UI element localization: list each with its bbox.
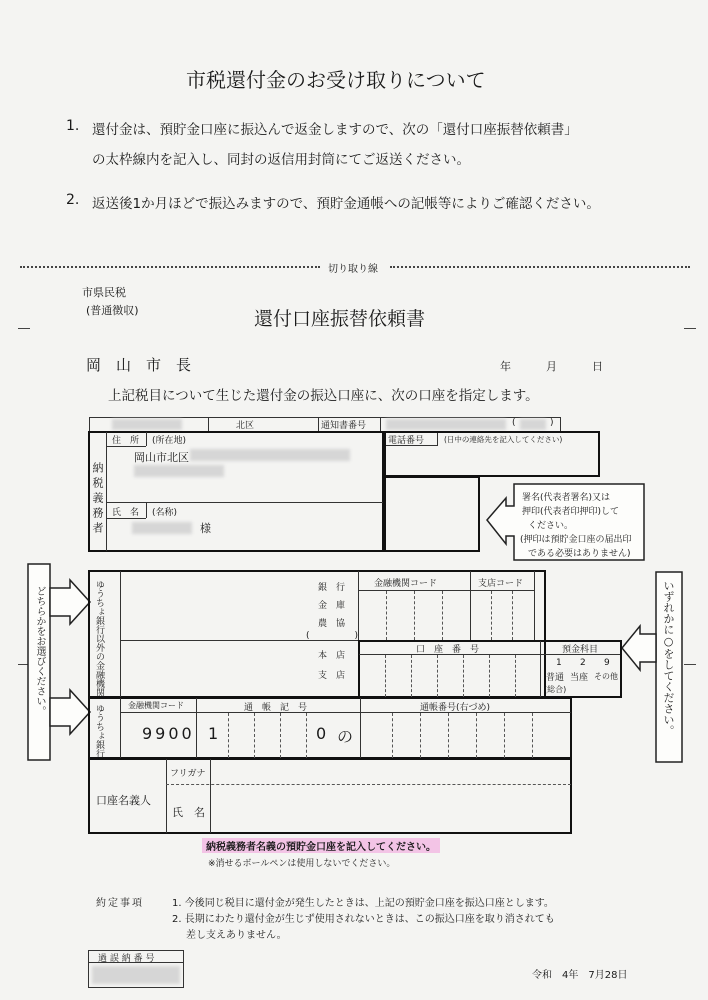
deposit-type-ordinary: 普通 [546, 673, 565, 683]
redacted-overpayment-number [92, 966, 180, 984]
seal-box [384, 476, 480, 552]
notice-item1-line1: 還付金は、預貯金口座に振込んで返金しますので、次の「還付口座振替依頼書」 [92, 122, 578, 138]
sign-note-3: ください。 [528, 521, 574, 531]
cut-line-right [390, 266, 690, 268]
addressee: 岡 山 市 長 [86, 356, 192, 374]
address-hint: (所在地) [152, 436, 187, 446]
agreement-item-2b: 差し支えありません。 [186, 930, 287, 941]
pen-note: ※消せるボールペンは使用しないでください。 [208, 859, 396, 869]
notice-item2-number: 2. [66, 192, 80, 208]
institution-code-label: 金融機関コード [374, 579, 438, 589]
branch-suffix-branch: 支 店 [318, 671, 346, 681]
cut-line-left [20, 266, 320, 268]
ward-label: 北区 [236, 421, 255, 431]
passbook-number-label: 通帳番号(右づめ) [420, 703, 491, 713]
notice-number-paren: ( [512, 418, 516, 428]
left-choice-text: どちらかをお選びください。 [34, 586, 45, 716]
passbook-symbol-label: 通 帳 記 号 [244, 703, 308, 713]
account-number-label: 口 座 番 号 [416, 645, 480, 655]
notice-title: 市税還付金のお受け取りについて [186, 68, 486, 92]
redacted-notice-suffix [520, 419, 546, 430]
name-hint: (名称) [152, 508, 178, 518]
notice-item1-number: 1. [66, 118, 80, 134]
deposit-num-2: 2 [580, 658, 586, 668]
deposit-type-ordinary-sub: (総合) [544, 685, 567, 694]
yucho-code-value: 9900 [142, 724, 195, 743]
passbook-symbol-digit: 1 [208, 724, 219, 743]
deposit-num-1: 1 [556, 658, 562, 668]
bank-suffix-bank: 銀 行 [318, 583, 346, 593]
yucho-label: ゆうちょ銀行 [94, 704, 104, 758]
taxpayer-label: 納税義務者 [91, 462, 104, 537]
notice-item2-line1: 返送後1か月ほどで振込みますので、預貯金通帳への記帳等によりご確認ください。 [92, 196, 600, 212]
date-month: 月 [546, 360, 557, 373]
notice-number-paren: ) [550, 418, 554, 428]
redacted-field [112, 419, 182, 430]
cut-line-label: 切り取り線 [328, 264, 378, 275]
branch-suffix-main: 本 店 [318, 651, 346, 661]
owner-name-note: 納税義務者名義の預貯金口座を記入してください。 [202, 838, 440, 853]
right-choice-text: いずれかに○をしてください。 [662, 580, 675, 736]
tax-type: 市県民税 [82, 286, 126, 299]
designation-statement: 上記税目について生じた還付金の振込口座に、次の口座を指定します。 [108, 388, 539, 404]
notice-number-label: 通知書番号 [321, 421, 367, 431]
notice-item1-line2: の太枠線内を記入し、同封の返信用封筒にてご返送ください。 [92, 152, 470, 168]
deposit-type-label: 預金科目 [562, 645, 599, 655]
form-title: 還付口座振替依頼書 [254, 308, 426, 330]
deposit-type-current: 当座 [570, 673, 589, 683]
deposit-num-3: 9 [604, 658, 610, 668]
sign-note-5: である必要はありません) [528, 549, 631, 559]
sign-note-4: (押印は預貯金口座の届出印 [520, 535, 632, 545]
name-label: 氏 名 [112, 508, 140, 518]
overpayment-number-label: 過 誤 納 番 号 [98, 954, 155, 964]
redacted-address [134, 465, 224, 477]
bank-paren: ( ) [306, 631, 359, 641]
bank-suffix-shinkin: 金 庫 [318, 601, 346, 611]
furigana-label: フリガナ [170, 769, 206, 779]
address-value: 岡山市北区 [134, 451, 189, 464]
redacted-name [132, 522, 192, 534]
account-holder-label: 口座名義人 [96, 794, 151, 807]
right-choice-arrow [620, 570, 686, 766]
date-day: 日 [592, 360, 603, 373]
sign-note-1: 署名(代表者署名)又は [522, 493, 611, 503]
passbook-symbol-no: の [337, 727, 354, 746]
redacted-address [190, 449, 350, 461]
phone-label: 電話番号 [388, 436, 425, 446]
name-honorific: 様 [200, 522, 211, 535]
issue-date: 令和 4年 7月28日 [532, 970, 628, 981]
agreement-item-2a: 2. 長期にわたり還付金が生じず使用されないときは、この振込口座を取り消されても [172, 914, 555, 925]
margin-mark [684, 328, 696, 329]
phone-hint: (日中の連絡先を記入してください) [444, 435, 563, 444]
account-holder-box [88, 758, 572, 834]
redacted-notice-number [386, 419, 506, 430]
sign-note-2: 押印(代表者印押印)して [522, 507, 620, 517]
date-year: 年 [500, 360, 511, 373]
branch-code-label: 支店コード [478, 579, 524, 589]
bank-suffix-nokyo: 農 協 [318, 619, 346, 629]
other-bank-label: ゆうちょ銀行以外の金融機関 [94, 580, 104, 697]
agreement-label: 約定事項 [96, 898, 144, 909]
margin-mark [18, 328, 30, 329]
deposit-type-other: その他 [594, 672, 618, 681]
agreement-item-1: 1. 今後同じ税目に還付金が発生したときは、上記の預貯金口座を振込口座とします。 [172, 898, 554, 909]
passbook-symbol-digit-zero: 0 [316, 724, 327, 743]
collection-type: (普通徴収) [86, 304, 139, 317]
yucho-code-label: 金融機関コード [128, 701, 184, 710]
address-label: 住 所 [112, 436, 140, 446]
holder-name-label: 氏 名 [172, 806, 205, 819]
